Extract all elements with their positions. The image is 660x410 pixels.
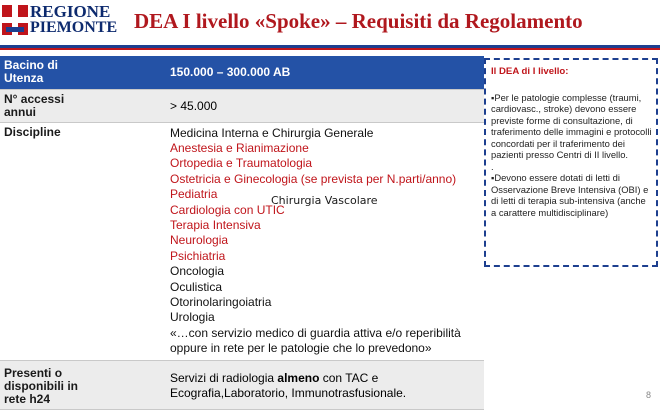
discipline-item: Otorinolaringoiatria — [170, 294, 272, 309]
bacino-label: Bacino di Utenza — [0, 56, 84, 89]
info-box-title: Il DEA di I livello: — [491, 66, 569, 77]
discipline-list — [84, 122, 484, 360]
discipline-item: Anestesia e Rianimazione — [170, 140, 309, 155]
discipline-item: Pediatria — [170, 187, 218, 202]
discipline-item: Psichiatria — [170, 248, 226, 263]
discipline-item: Ostetricia e Ginecologia (se prevista per N.parti/anno) — [170, 171, 457, 186]
dea-info-box — [484, 58, 658, 267]
discipline-item: Ortopedia e Traumatologia — [170, 156, 313, 171]
slide-title: DEA I livello «Spoke» – Requisiti da Regolamento — [134, 9, 583, 33]
logo-line-1: REGIONE — [30, 2, 111, 21]
logo-line-2: PIEMONTE — [30, 19, 118, 36]
requirements-table — [0, 56, 484, 410]
presenti-label: Presenti o disponibili in rete h24 — [0, 360, 84, 409]
discipline-item: Neurologia — [170, 233, 229, 248]
presenti-value — [84, 360, 484, 409]
discipline-item: Oncologia — [170, 264, 225, 279]
discipline-note: «…con servizio medico di guardia attiva e/o reperibilità oppure in rete per le patologie che lo prevedono» — [170, 325, 461, 356]
page-number: 8 — [646, 390, 652, 400]
table-row — [0, 56, 484, 89]
title-divider-red — [0, 48, 660, 50]
chirurgia-vascolare-note: Chirurgia Vascolare — [271, 194, 378, 207]
presenti-text-post: con TAC e Ecografia,Laboratorio, Immunotrasfusionale. — [170, 370, 407, 400]
discipline-item: Medicina Interna e Chirurgia Generale — [170, 125, 374, 140]
discipline-item: Terapia Intensiva — [170, 217, 261, 232]
accessi-label: N° accessi annui — [0, 89, 84, 122]
info-box-paragraph-1: ▪Per le patologie complesse (traumi, cardiovasc., stroke) devono essere previste forme di consultazione, di traferimento delle immagini e protocolli concordati per il traferimento dei pazienti presso Centri di II livello. — [491, 91, 652, 160]
discipline-item: Oculistica — [170, 279, 223, 294]
discipline-label: Discipline — [0, 122, 84, 360]
bacino-value: 150.000 – 300.000 AB — [84, 56, 484, 89]
regione-piemonte-logo — [2, 3, 120, 41]
regione-piemonte-emblem-icon — [2, 5, 28, 35]
table-row — [0, 89, 484, 122]
table-row — [0, 360, 484, 409]
presenti-text-pre: Servizi di radiologia — [170, 370, 278, 385]
info-box-dot: . — [491, 160, 494, 172]
table-row — [0, 122, 484, 360]
discipline-item: Cardiologia con UTIC — [170, 202, 285, 217]
info-box-paragraph-2: ▪Devono essere dotati di letti di Osservazione Breve Intensiva (OBI) e di letti di terapia sub-intensiva (anche a carattere multidisciplinare) — [491, 172, 649, 218]
presenti-text-bold: almeno — [277, 370, 320, 385]
accessi-value: > 45.000 — [84, 89, 484, 122]
discipline-item: Urologia — [170, 310, 215, 325]
